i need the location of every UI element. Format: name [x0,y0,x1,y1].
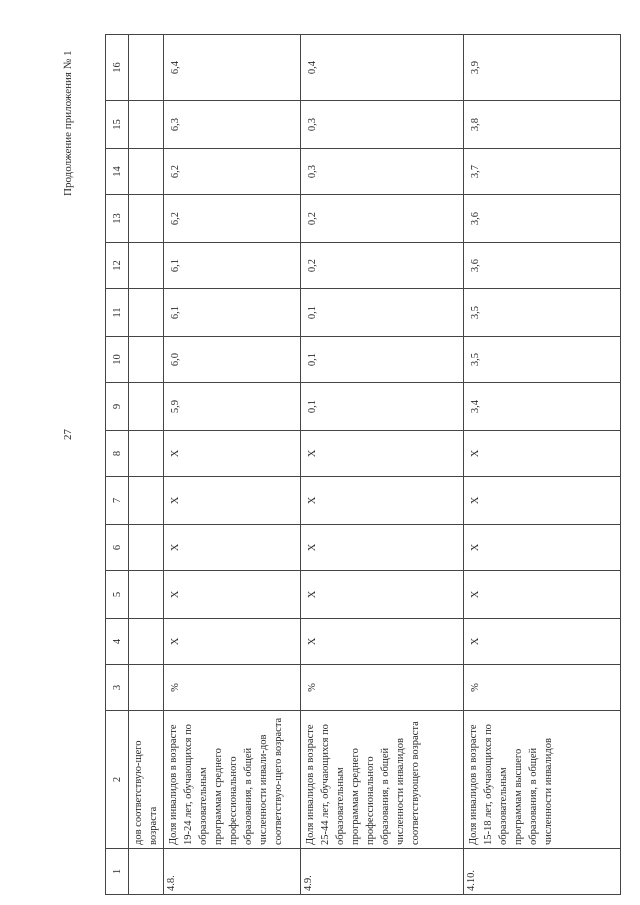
header-cell: 13 [106,195,129,243]
row-number: 4.8. [164,849,301,895]
header-cell: 15 [106,101,129,149]
value-cell: 0,1 [301,337,464,383]
empty-cell [129,289,164,337]
rotated-table-container [105,35,585,895]
value-cell: X [164,571,301,619]
header-cell: 6 [106,525,129,571]
empty-cell [129,619,164,665]
header-row [106,35,129,895]
value-cell: 3,8 [464,101,621,149]
header-cell: 5 [106,571,129,619]
value-cell: X [464,525,621,571]
value-cell: 3,9 [464,35,621,101]
value-cell: 6,3 [164,101,301,149]
empty-cell [129,383,164,431]
value-cell: 6,4 [164,35,301,101]
value-cell: 6,0 [164,337,301,383]
value-cell: X [301,431,464,477]
value-cell: 3,5 [464,337,621,383]
header-cell: 16 [106,35,129,101]
value-cell: X [464,477,621,525]
value-cell: X [164,477,301,525]
empty-cell [129,431,164,477]
header-cell: 3 [106,665,129,711]
value-cell: X [301,571,464,619]
empty-cell [129,525,164,571]
empty-cell [129,477,164,525]
row-label: Доля инвалидов в возрасте 15-18 лет, обучающихся по образовательным программам высшего образования, в общей численности инвалидов [464,711,621,849]
row-unit: % [301,665,464,711]
value-cell: 3,5 [464,289,621,337]
carryover-row [129,35,164,895]
value-cell: 6,1 [164,243,301,289]
carryover-label: дов соответствую-щего возраста [129,711,164,849]
continuation-note: Продолжение приложения № 1 [62,50,74,196]
value-cell: 6,1 [164,289,301,337]
value-cell: X [164,431,301,477]
empty-cell [129,149,164,195]
empty-cell [129,243,164,289]
value-cell: 3,6 [464,243,621,289]
row-label: Доля инвалидов в возрасте 19-24 лет, обучающихся по образовательным программам среднего профессионального образования, в общей численности инвали-дов соответствую-щего возраста [164,711,301,849]
table-row [164,35,301,895]
value-cell: X [464,619,621,665]
row-number: 4.9. [301,849,464,895]
value-cell: 6,2 [164,149,301,195]
table-row [464,35,621,895]
page-number: 27 [62,429,74,440]
empty-cell [129,35,164,101]
header-cell: 1 [106,849,129,895]
row-unit: % [164,665,301,711]
empty-cell [129,101,164,149]
empty-cell [129,665,164,711]
value-cell: 3,6 [464,195,621,243]
empty-cell [129,571,164,619]
value-cell: X [464,571,621,619]
header-cell: 7 [106,477,129,525]
value-cell: 0,1 [301,383,464,431]
header-cell: 11 [106,289,129,337]
header-cell: 10 [106,337,129,383]
value-cell: X [301,525,464,571]
value-cell: X [301,619,464,665]
row-number: 4.10. [464,849,621,895]
table-row [301,35,464,895]
value-cell: 0,3 [301,101,464,149]
empty-cell [129,849,164,895]
value-cell: 5,9 [164,383,301,431]
header-cell: 9 [106,383,129,431]
header-cell: 4 [106,619,129,665]
value-cell: 0,2 [301,243,464,289]
value-cell: 6,2 [164,195,301,243]
row-label: Доля инвалидов в возрасте 25-44 лет, обучающихся по образовательным программам среднего профессионального образования, в общей численности инвалидов соответствующего возраста [301,711,464,849]
value-cell: 0,1 [301,289,464,337]
value-cell: X [464,431,621,477]
header-cell: 12 [106,243,129,289]
value-cell: X [164,619,301,665]
value-cell: X [164,525,301,571]
value-cell: 3,7 [464,149,621,195]
header-cell: 14 [106,149,129,195]
indicators-table [105,34,621,895]
value-cell: 0,4 [301,35,464,101]
value-cell: 0,2 [301,195,464,243]
value-cell: 0,3 [301,149,464,195]
value-cell: X [301,477,464,525]
header-cell: 8 [106,431,129,477]
value-cell: 3,4 [464,383,621,431]
empty-cell [129,337,164,383]
empty-cell [129,195,164,243]
row-unit: % [464,665,621,711]
header-cell: 2 [106,711,129,849]
